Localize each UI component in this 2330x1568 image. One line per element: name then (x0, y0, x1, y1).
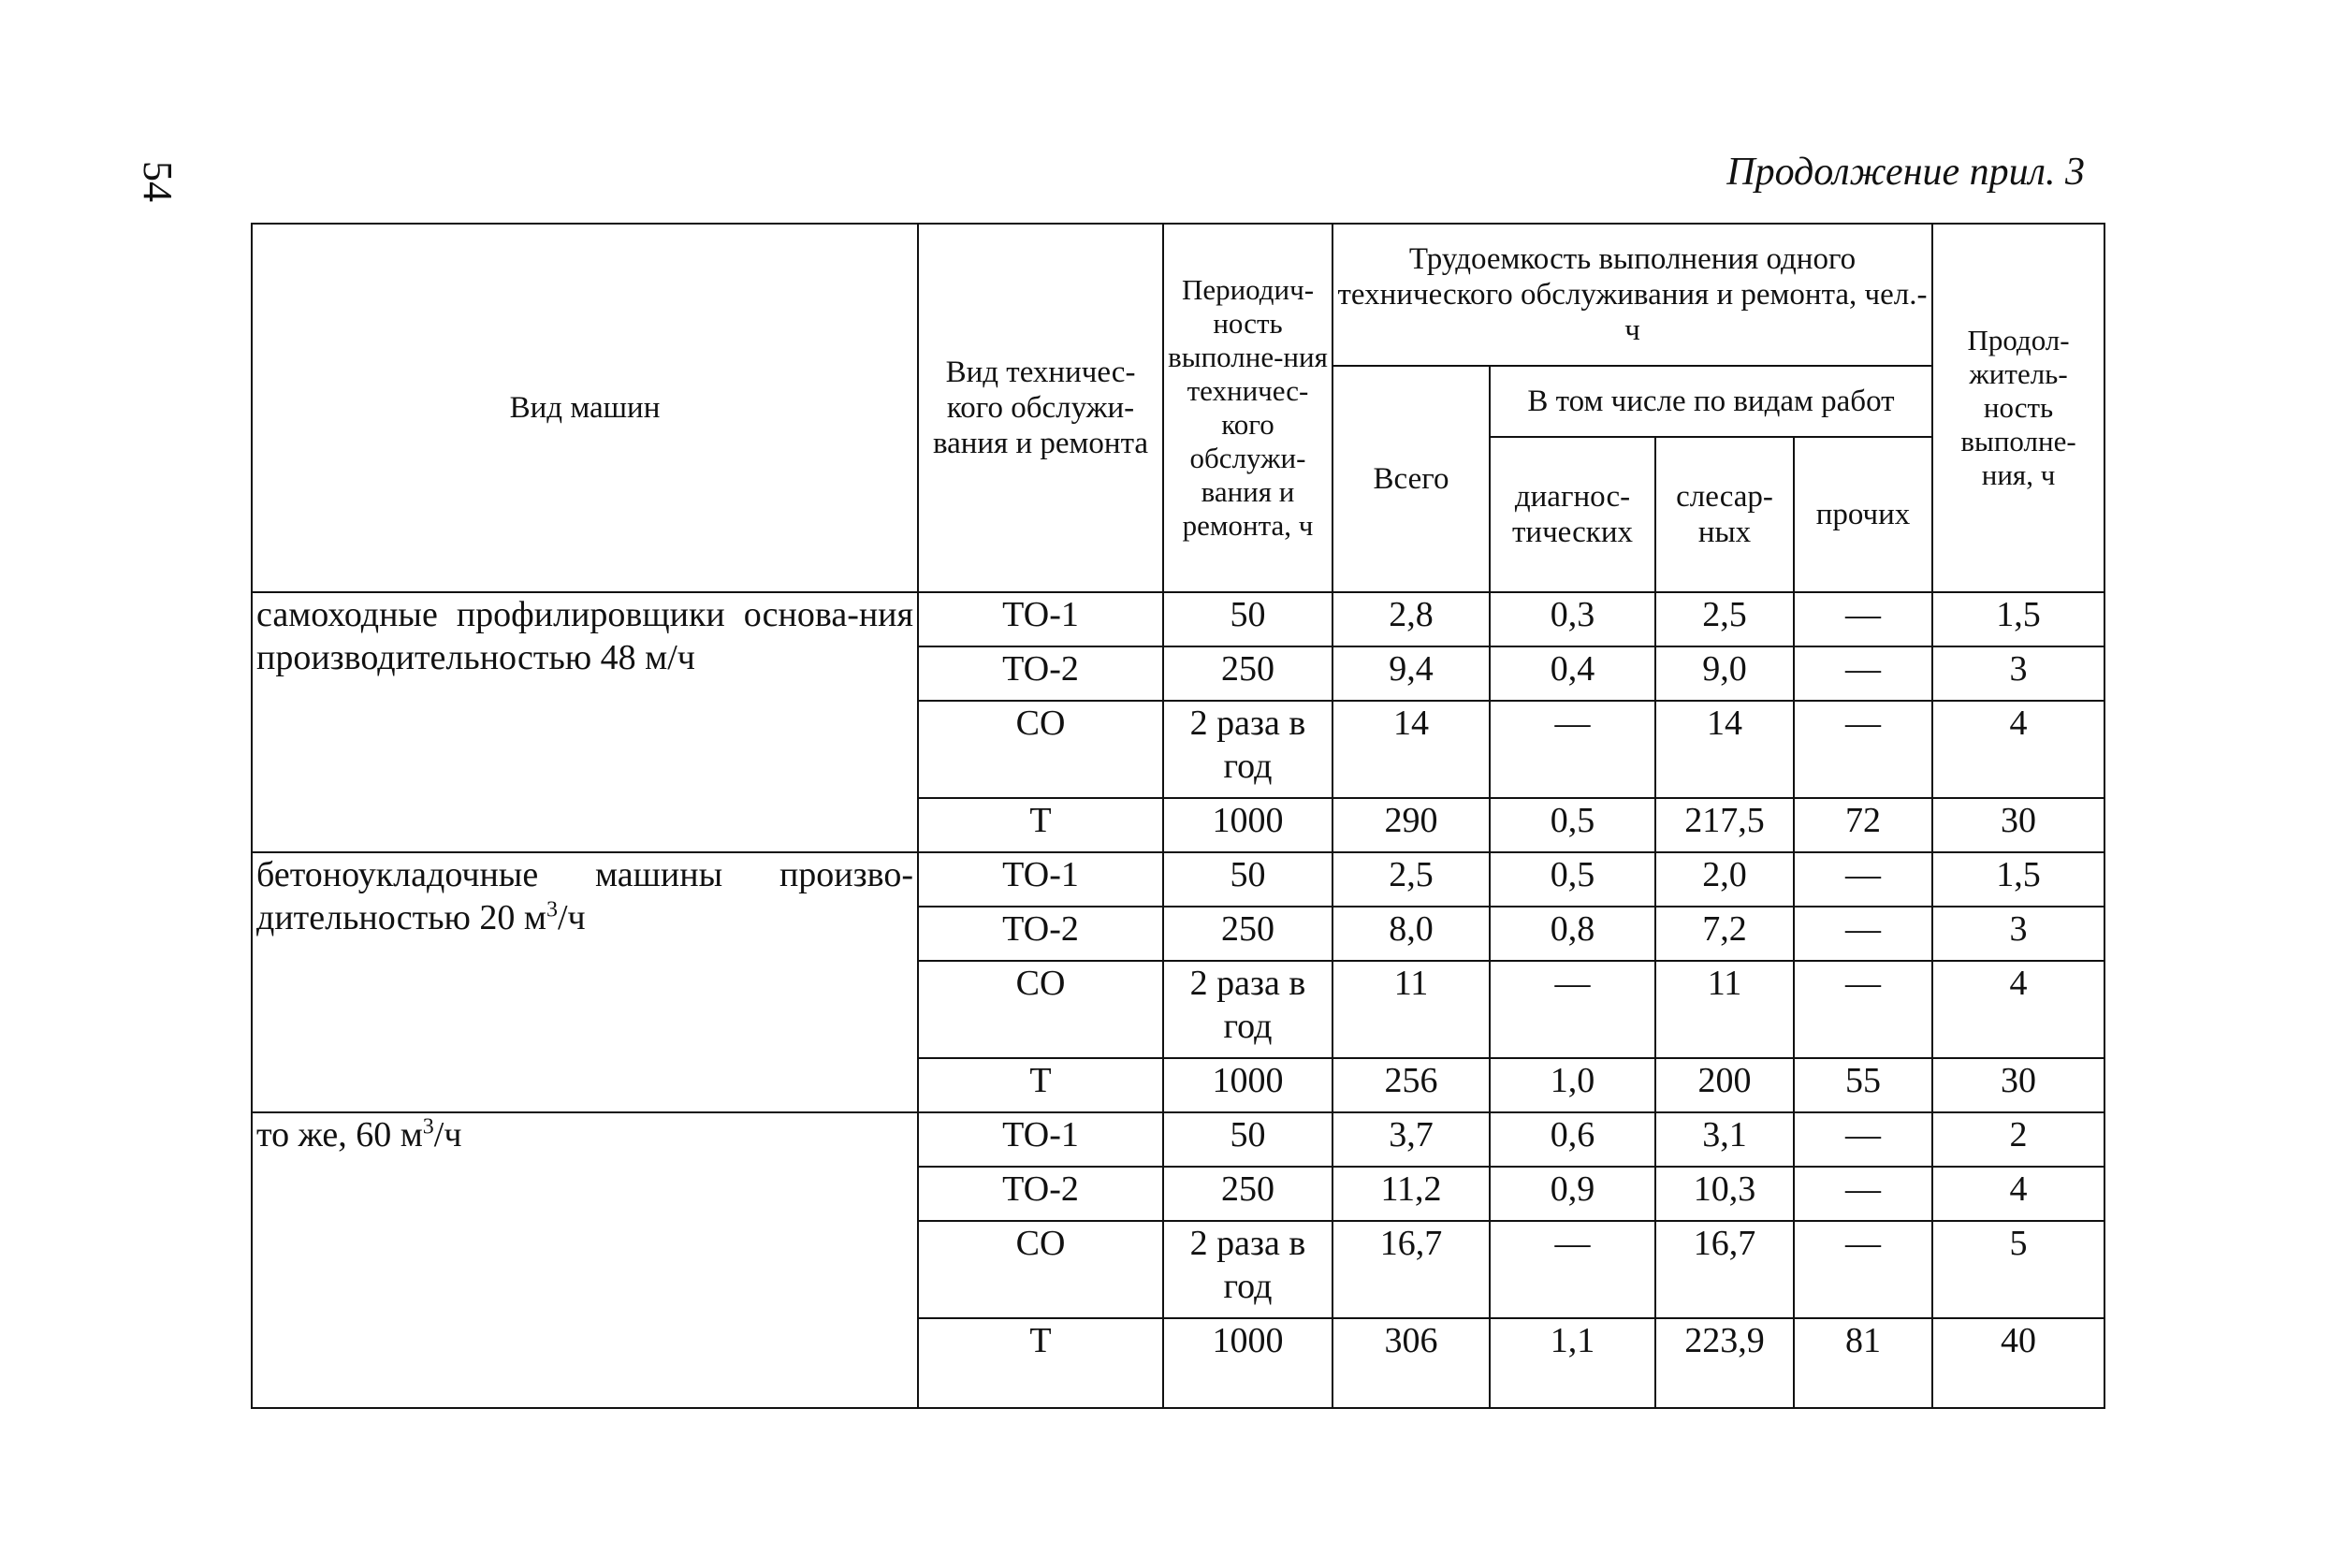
total-cell: 2,8 (1332, 592, 1490, 646)
period-cell: 250 (1163, 907, 1332, 961)
header-periodicity: Периодич-ность выполне-ния техничес-кого обслужи-вания и ремонта, ч (1163, 224, 1332, 592)
period-cell: 2 раза в год (1163, 961, 1332, 1058)
header-machine: Вид машин (252, 224, 918, 592)
machine-name: самоходные профилировщики основа-ния производительностью 48 м/ч (252, 592, 918, 852)
total-cell: 256 (1332, 1058, 1490, 1112)
other-cell: — (1794, 961, 1932, 1058)
diag-cell: 1,1 (1490, 1318, 1655, 1408)
duration-cell: 5 (1932, 1221, 2104, 1318)
total-cell: 2,5 (1332, 852, 1490, 907)
diag-cell: 0,9 (1490, 1167, 1655, 1221)
machine-name-suffix: /ч (557, 898, 586, 937)
machine-name-sup: 3 (546, 897, 558, 922)
total-cell: 306 (1332, 1318, 1490, 1408)
duration-cell: 4 (1932, 961, 2104, 1058)
locksmith-cell: 2,0 (1655, 852, 1794, 907)
other-cell: — (1794, 1112, 1932, 1167)
total-cell: 14 (1332, 701, 1490, 798)
header-service-type: Вид техничес-кого обслужи-вания и ремонта (918, 224, 1163, 592)
locksmith-cell: 217,5 (1655, 798, 1794, 852)
machine-name-suffix: /ч (433, 1115, 462, 1154)
continuation-caption: Продолжение прил. 3 (1726, 151, 2085, 194)
total-cell: 9,4 (1332, 646, 1490, 701)
other-cell: — (1794, 1221, 1932, 1318)
page-number: 54 (135, 161, 181, 202)
period-cell: 250 (1163, 1167, 1332, 1221)
other-cell: — (1794, 1167, 1932, 1221)
machine-name-text: бетоноукладочные машины произво-дительностью 20 м (256, 855, 913, 937)
duration-cell: 2 (1932, 1112, 2104, 1167)
total-cell: 290 (1332, 798, 1490, 852)
duration-cell: 4 (1932, 1167, 2104, 1221)
header-total: Всего (1332, 366, 1490, 592)
diag-cell: 0,4 (1490, 646, 1655, 701)
total-cell: 3,7 (1332, 1112, 1490, 1167)
duration-cell: 1,5 (1932, 852, 2104, 907)
diag-cell: — (1490, 1221, 1655, 1318)
duration-cell: 4 (1932, 701, 2104, 798)
other-cell: 55 (1794, 1058, 1932, 1112)
duration-cell: 1,5 (1932, 592, 2104, 646)
diag-cell: 0,6 (1490, 1112, 1655, 1167)
total-cell: 8,0 (1332, 907, 1490, 961)
locksmith-cell: 11 (1655, 961, 1794, 1058)
machine-name-text: то же, 60 м (256, 1115, 423, 1154)
locksmith-cell: 200 (1655, 1058, 1794, 1112)
service-type-cell: ТО-1 (918, 592, 1163, 646)
machine-name-sup: 3 (422, 1114, 434, 1140)
duration-cell: 40 (1932, 1318, 2104, 1408)
other-cell: — (1794, 907, 1932, 961)
total-cell: 16,7 (1332, 1221, 1490, 1318)
machine-name (252, 1112, 918, 1408)
other-cell: — (1794, 852, 1932, 907)
locksmith-cell: 223,9 (1655, 1318, 1794, 1408)
diag-cell: 0,8 (1490, 907, 1655, 961)
locksmith-cell: 7,2 (1655, 907, 1794, 961)
diag-cell: — (1490, 701, 1655, 798)
header-duration: Продол-житель-ность выполне-ния, ч (1932, 224, 2104, 592)
service-type-cell: ТО-2 (918, 646, 1163, 701)
diag-cell: 0,3 (1490, 592, 1655, 646)
other-cell: 72 (1794, 798, 1932, 852)
period-cell: 1000 (1163, 1318, 1332, 1408)
service-type-cell: ТО-1 (918, 852, 1163, 907)
period-cell: 50 (1163, 1112, 1332, 1167)
period-cell: 1000 (1163, 1058, 1332, 1112)
period-cell: 1000 (1163, 798, 1332, 852)
diag-cell: 1,0 (1490, 1058, 1655, 1112)
duration-cell: 3 (1932, 646, 2104, 701)
service-type-cell: ТО-2 (918, 1167, 1163, 1221)
duration-cell: 30 (1932, 798, 2104, 852)
duration-cell: 30 (1932, 1058, 2104, 1112)
service-type-cell: СО (918, 1221, 1163, 1318)
duration-cell: 3 (1932, 907, 2104, 961)
header-by-work: В том числе по видам работ (1490, 366, 1932, 437)
locksmith-cell: 14 (1655, 701, 1794, 798)
service-type-cell: ТО-1 (918, 1112, 1163, 1167)
period-cell: 250 (1163, 646, 1332, 701)
other-cell: — (1794, 592, 1932, 646)
other-cell: — (1794, 646, 1932, 701)
service-type-cell: Т (918, 1318, 1163, 1408)
locksmith-cell: 9,0 (1655, 646, 1794, 701)
service-type-cell: Т (918, 1058, 1163, 1112)
table-row (252, 852, 2104, 907)
machine-name (252, 852, 918, 1112)
header-labor: Трудоемкость выполнения одного технического обслуживания и ремонта, чел.-ч (1332, 224, 1932, 366)
diag-cell: 0,5 (1490, 852, 1655, 907)
other-cell: — (1794, 701, 1932, 798)
locksmith-cell: 10,3 (1655, 1167, 1794, 1221)
service-type-cell: СО (918, 701, 1163, 798)
locksmith-cell: 3,1 (1655, 1112, 1794, 1167)
service-type-cell: СО (918, 961, 1163, 1058)
other-cell: 81 (1794, 1318, 1932, 1408)
total-cell: 11,2 (1332, 1167, 1490, 1221)
period-cell: 50 (1163, 852, 1332, 907)
diag-cell: 0,5 (1490, 798, 1655, 852)
period-cell: 50 (1163, 592, 1332, 646)
maintenance-table (251, 223, 2105, 1409)
header-locksmith: слесар-ных (1655, 437, 1794, 592)
header-other: прочих (1794, 437, 1932, 592)
service-type-cell: ТО-2 (918, 907, 1163, 961)
table-row (252, 592, 2104, 646)
locksmith-cell: 2,5 (1655, 592, 1794, 646)
header-diag: диагнос-тических (1490, 437, 1655, 592)
locksmith-cell: 16,7 (1655, 1221, 1794, 1318)
table-row (252, 1112, 2104, 1167)
service-type-cell: Т (918, 798, 1163, 852)
diag-cell: — (1490, 961, 1655, 1058)
total-cell: 11 (1332, 961, 1490, 1058)
period-cell: 2 раза в год (1163, 1221, 1332, 1318)
period-cell: 2 раза в год (1163, 701, 1332, 798)
